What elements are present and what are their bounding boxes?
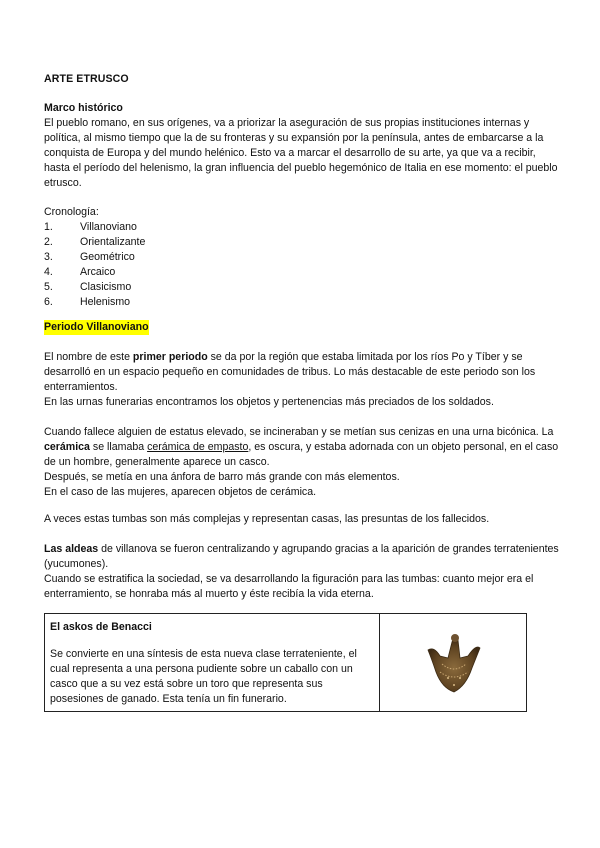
askos-table — [44, 613, 527, 712]
text-run: se llamaba — [89, 441, 148, 453]
list-text: Orientalizante — [80, 236, 146, 248]
askos-text-cell — [45, 614, 380, 711]
list-number: 3. — [44, 251, 53, 263]
paragraph-marco: El pueblo romano, en sus orígenes, va a priorizar la aseguración de sus propias instituciones internas y política, al mismo tiempo que la de su fronteras y su expansión por la península, antes de embarcarse a la conquista de Europa y del mundo helénico. Esto va a marcar el desarrollo de su arte, ya que va a recibir, hasta el período del helenismo, la gran influencia del pueblo hegemónico de Italia en ese momento: el pueblo etrusco. — [44, 117, 558, 189]
list-number: 6. — [44, 296, 53, 308]
text-run: se da por la región que estaba limitada por los ríos Po y Tíber y se desarrolló en un espacio pequeño en comunidades de tribus. Lo más destacable de este periodo son los enterramientos. — [44, 351, 536, 393]
text-run: Cuando se estratifica la sociedad, se va desarrollando la figuración para las tumbas: cuanto mejor era el enterramiento, se honraba más al muerto y éste recibía la vida eterna. — [44, 573, 534, 600]
askos-image-cell — [380, 614, 526, 711]
cronologia-list — [44, 220, 145, 310]
text-run: En el caso de las mujeres, aparecen objetos de cerámica. — [44, 486, 317, 498]
list-number: 4. — [44, 266, 53, 278]
section-heading-marco: Marco histórico — [44, 102, 123, 114]
askos-description: Se convierte en una síntesis de esta nueva clase terrateniente, el cual representa a una persona pudiente sobre un caballo con un casco que a su vez está sobre un toro que representa sus posesiones de ganado. Esta tenía un fin funerario. — [50, 648, 357, 705]
underlined-term: cerámica de empasto — [147, 441, 249, 453]
bold-term: cerámica — [44, 441, 90, 453]
list-item — [44, 280, 145, 295]
list-item — [44, 265, 145, 280]
paragraph-urna — [44, 425, 564, 500]
paragraph-nombre — [44, 350, 564, 410]
askos-title: El askos de Benacci — [50, 621, 152, 633]
document-title: ARTE ETRUSCO — [44, 73, 129, 85]
list-number: 2. — [44, 236, 53, 248]
askos-image — [418, 628, 488, 698]
list-text: Helenismo — [80, 296, 131, 308]
list-text: Villanoviano — [80, 221, 137, 233]
list-item — [44, 220, 145, 235]
text-run: Cuando fallece alguien de estatus elevado, se incineraban y se metían sus cenizas en una urna bicónica. La — [44, 426, 554, 438]
list-text: Arcaico — [80, 266, 116, 278]
cronologia-label: Cronología: — [44, 206, 99, 218]
text-run: de villanova se fueron centralizando y agrupando gracias a la aparición de grandes terratenientes (yucumones). — [44, 543, 559, 570]
list-item — [44, 295, 145, 310]
list-number: 5. — [44, 281, 53, 293]
text-run: , es oscura, y estaba adornada con un objeto personal, en el caso de un hombre, generalmente aparece un casco. — [44, 441, 559, 468]
list-text: Geométrico — [80, 251, 135, 263]
bold-term: primer periodo — [132, 351, 208, 363]
section-heading-villanoviano: Periodo Villanoviano — [44, 321, 149, 333]
list-number: 1. — [44, 221, 53, 233]
paragraph-tumbas: A veces estas tumbas son más complejas y representan casas, las presuntas de los fallecidos. — [44, 513, 490, 525]
paragraph-aldeas — [44, 542, 564, 602]
text-run: El nombre de este — [44, 351, 133, 363]
list-text: Clasicismo — [80, 281, 132, 293]
text-run: En las urnas funerarias encontramos los objetos y pertenencias más preciados de los soldados. — [44, 396, 494, 408]
bold-term: Las aldeas — [44, 543, 99, 555]
list-item — [44, 235, 145, 250]
list-item — [44, 250, 145, 265]
text-run: Después, se metía en una ánfora de barro más grande con más elementos. — [44, 471, 400, 483]
